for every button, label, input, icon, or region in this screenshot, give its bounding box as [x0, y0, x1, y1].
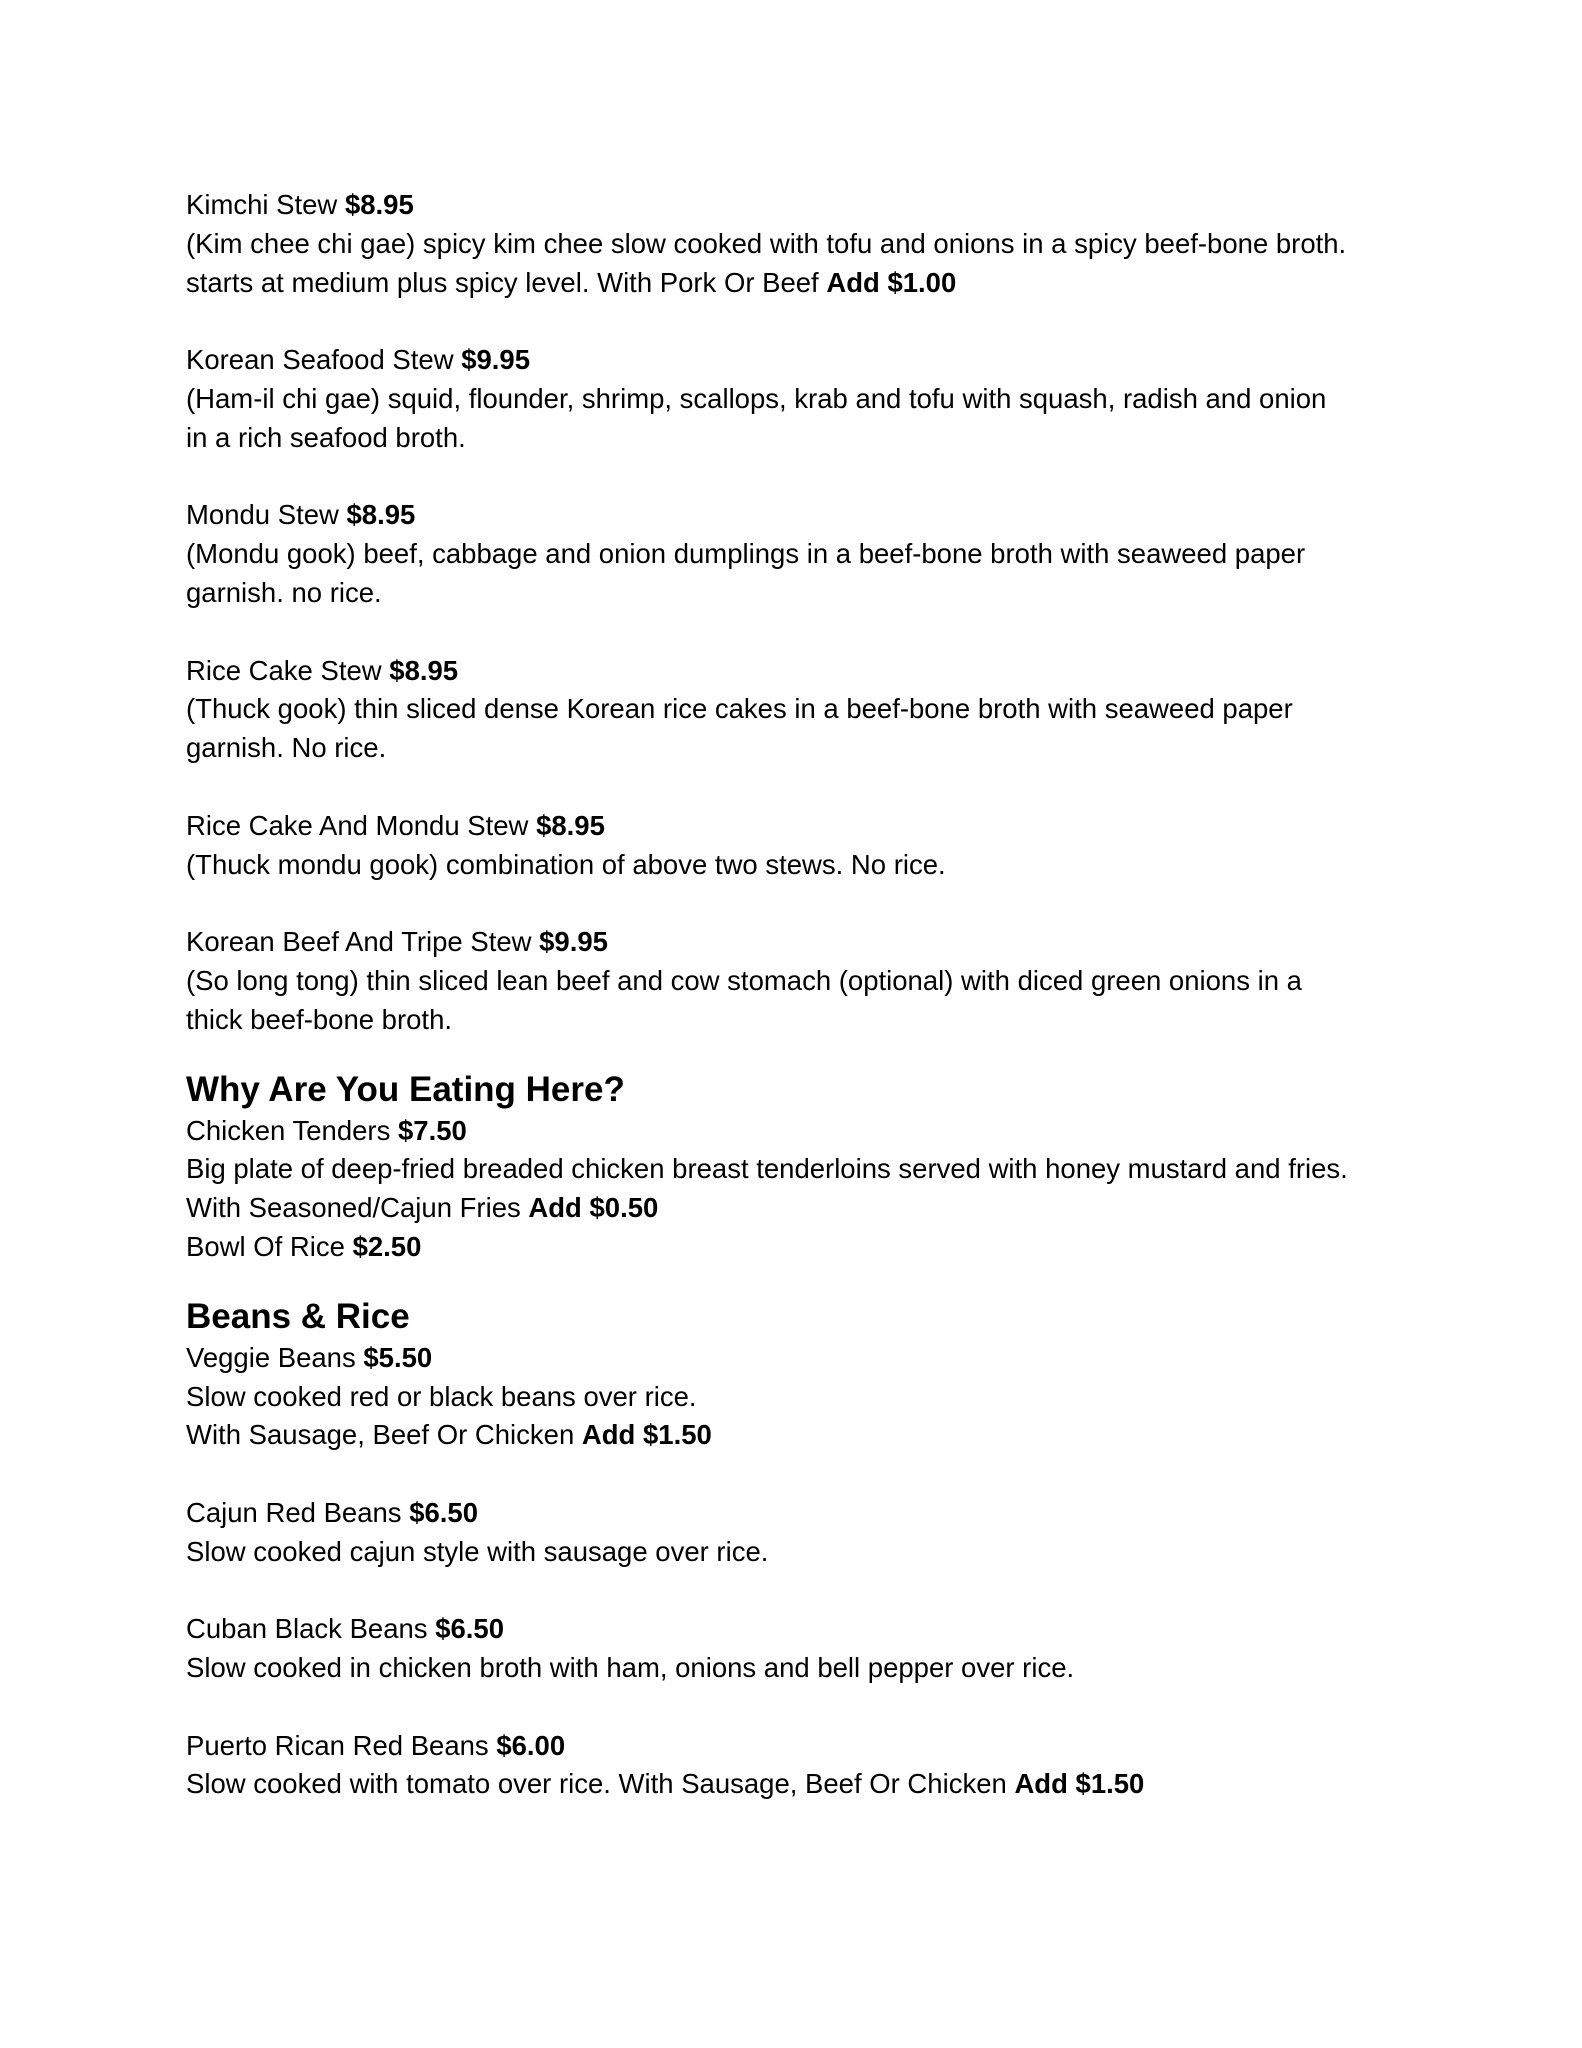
section-heading-why-are-you-eating-here: Why Are You Eating Here? [186, 1069, 625, 1109]
item-description: (Mondu gook) beef, cabbage and onion dumplings in a beef-bone broth with seaweed paper [186, 538, 1306, 570]
item-description: in a rich seafood broth. [186, 421, 466, 453]
item-title-line [186, 496, 1416, 535]
item-title-line [186, 186, 1416, 225]
item-name: Veggie Beans [186, 1341, 356, 1373]
section-spacer [186, 1267, 1416, 1295]
addon-text: With Sausage, Beef Or Chicken [186, 1419, 582, 1451]
addon-text: With Seasoned/Cajun Fries [186, 1192, 529, 1224]
item-description [186, 1765, 1416, 1804]
item-name: Rice Cake Stew [186, 654, 382, 686]
addon-price: Add $1.50 [1014, 1768, 1145, 1800]
item-price: $8.95 [389, 654, 459, 686]
item-name: Korean Seafood Stew [186, 344, 454, 376]
item-price: $8.95 [344, 189, 414, 220]
item-price: $8.95 [536, 809, 605, 841]
item-name: Cajun Red Beans [186, 1496, 402, 1528]
item-description: thick beef-bone broth. [186, 1003, 453, 1035]
item-title-line [186, 923, 1416, 962]
item-description: (Ham-il chi gae) squid, flounder, shrimp, scallops, krab and tofu with squash, radish and onion [186, 382, 1327, 414]
item-title-line [186, 1112, 1416, 1151]
menu-item-rice-cake-and-mondu-stew [186, 807, 1416, 885]
item-description: (Kim chee chi gae) spicy kim chee slow cooked with tofu and onions in a spicy beef-bone broth. [186, 227, 1347, 259]
item-price: $9.95 [539, 926, 608, 958]
menu-content [186, 186, 1416, 1804]
item-description: Big plate of deep-fried breaded chicken breast tenderloins served with honey mustard and fries. [186, 1153, 1348, 1185]
item-title-line [186, 341, 1416, 380]
item-title-line [186, 1610, 1416, 1649]
item-title-line [186, 1494, 1416, 1533]
menu-item-kimchi-stew [186, 186, 1416, 302]
item-description: garnish. no rice. [186, 576, 382, 608]
item-price: $5.50 [363, 1341, 433, 1373]
item-name: Rice Cake And Mondu Stew [186, 809, 529, 841]
menu-item-korean-seafood-stew [186, 341, 1416, 457]
menu-item-cajun-red-beans [186, 1494, 1416, 1572]
item-description: Slow cooked in chicken broth with ham, onions and bell pepper over rice. [186, 1652, 1075, 1684]
item-description-text: starts at medium plus spicy level. With Pork Or Beef [186, 266, 827, 298]
item-title-line [186, 652, 1416, 691]
item-name: Bowl Of Rice [186, 1230, 345, 1262]
menu-section-why [186, 1112, 1416, 1267]
item-price: $9.95 [461, 344, 531, 376]
item-title-line [186, 807, 1416, 846]
item-price: $6.00 [496, 1729, 566, 1761]
item-price: $6.50 [409, 1496, 479, 1528]
item-description-text: Slow cooked with tomato over rice. With Sausage, Beef Or Chicken [186, 1768, 1015, 1800]
item-title-line [186, 1727, 1416, 1766]
item-description: Slow cooked cajun style with sausage over rice. [186, 1535, 769, 1567]
menu-item-rice-cake-stew [186, 652, 1416, 768]
menu-item-cuban-black-beans [186, 1610, 1416, 1688]
item-price: $8.95 [346, 499, 416, 531]
item-description [186, 264, 1416, 303]
item-title-line [186, 1228, 1416, 1267]
item-name: Puerto Rican Red Beans [186, 1729, 489, 1761]
item-description: (Thuck gook) thin sliced dense Korean rice cakes in a beef-bone broth with seaweed paper [186, 693, 1293, 725]
item-title-line [186, 1339, 1416, 1378]
item-price: $6.50 [435, 1613, 505, 1645]
section-heading-beans-and-rice: Beans & Rice [186, 1296, 410, 1336]
item-name: Cuban Black Beans [186, 1613, 428, 1645]
addon-price: Add $0.50 [528, 1192, 659, 1224]
section-spacer [186, 1040, 1416, 1068]
item-name: Kimchi Stew [186, 189, 338, 220]
menu-item-veggie-beans [186, 1339, 1416, 1455]
item-description: (So long tong) thin sliced lean beef and cow stomach (optional) with diced green onions in a [186, 964, 1302, 996]
item-description: Slow cooked red or black beans over rice. [186, 1380, 697, 1412]
item-price: $2.50 [352, 1230, 422, 1262]
addon-price: Add $1.00 [826, 266, 957, 298]
item-description: (Thuck mondu gook) combination of above two stews. No rice. [186, 848, 946, 880]
item-name: Mondu Stew [186, 499, 339, 531]
addon-price: Add $1.50 [581, 1419, 712, 1451]
menu-item-puerto-rican-red-beans [186, 1727, 1416, 1805]
item-description: garnish. No rice. [186, 732, 387, 764]
item-name: Chicken Tenders [186, 1114, 391, 1146]
item-name: Korean Beef And Tripe Stew [186, 926, 532, 958]
addon-line [186, 1189, 1416, 1228]
item-price: $7.50 [397, 1114, 467, 1146]
menu-item-mondu-stew [186, 496, 1416, 612]
addon-line [186, 1416, 1416, 1455]
menu-item-korean-beef-and-tripe-stew [186, 923, 1416, 1039]
